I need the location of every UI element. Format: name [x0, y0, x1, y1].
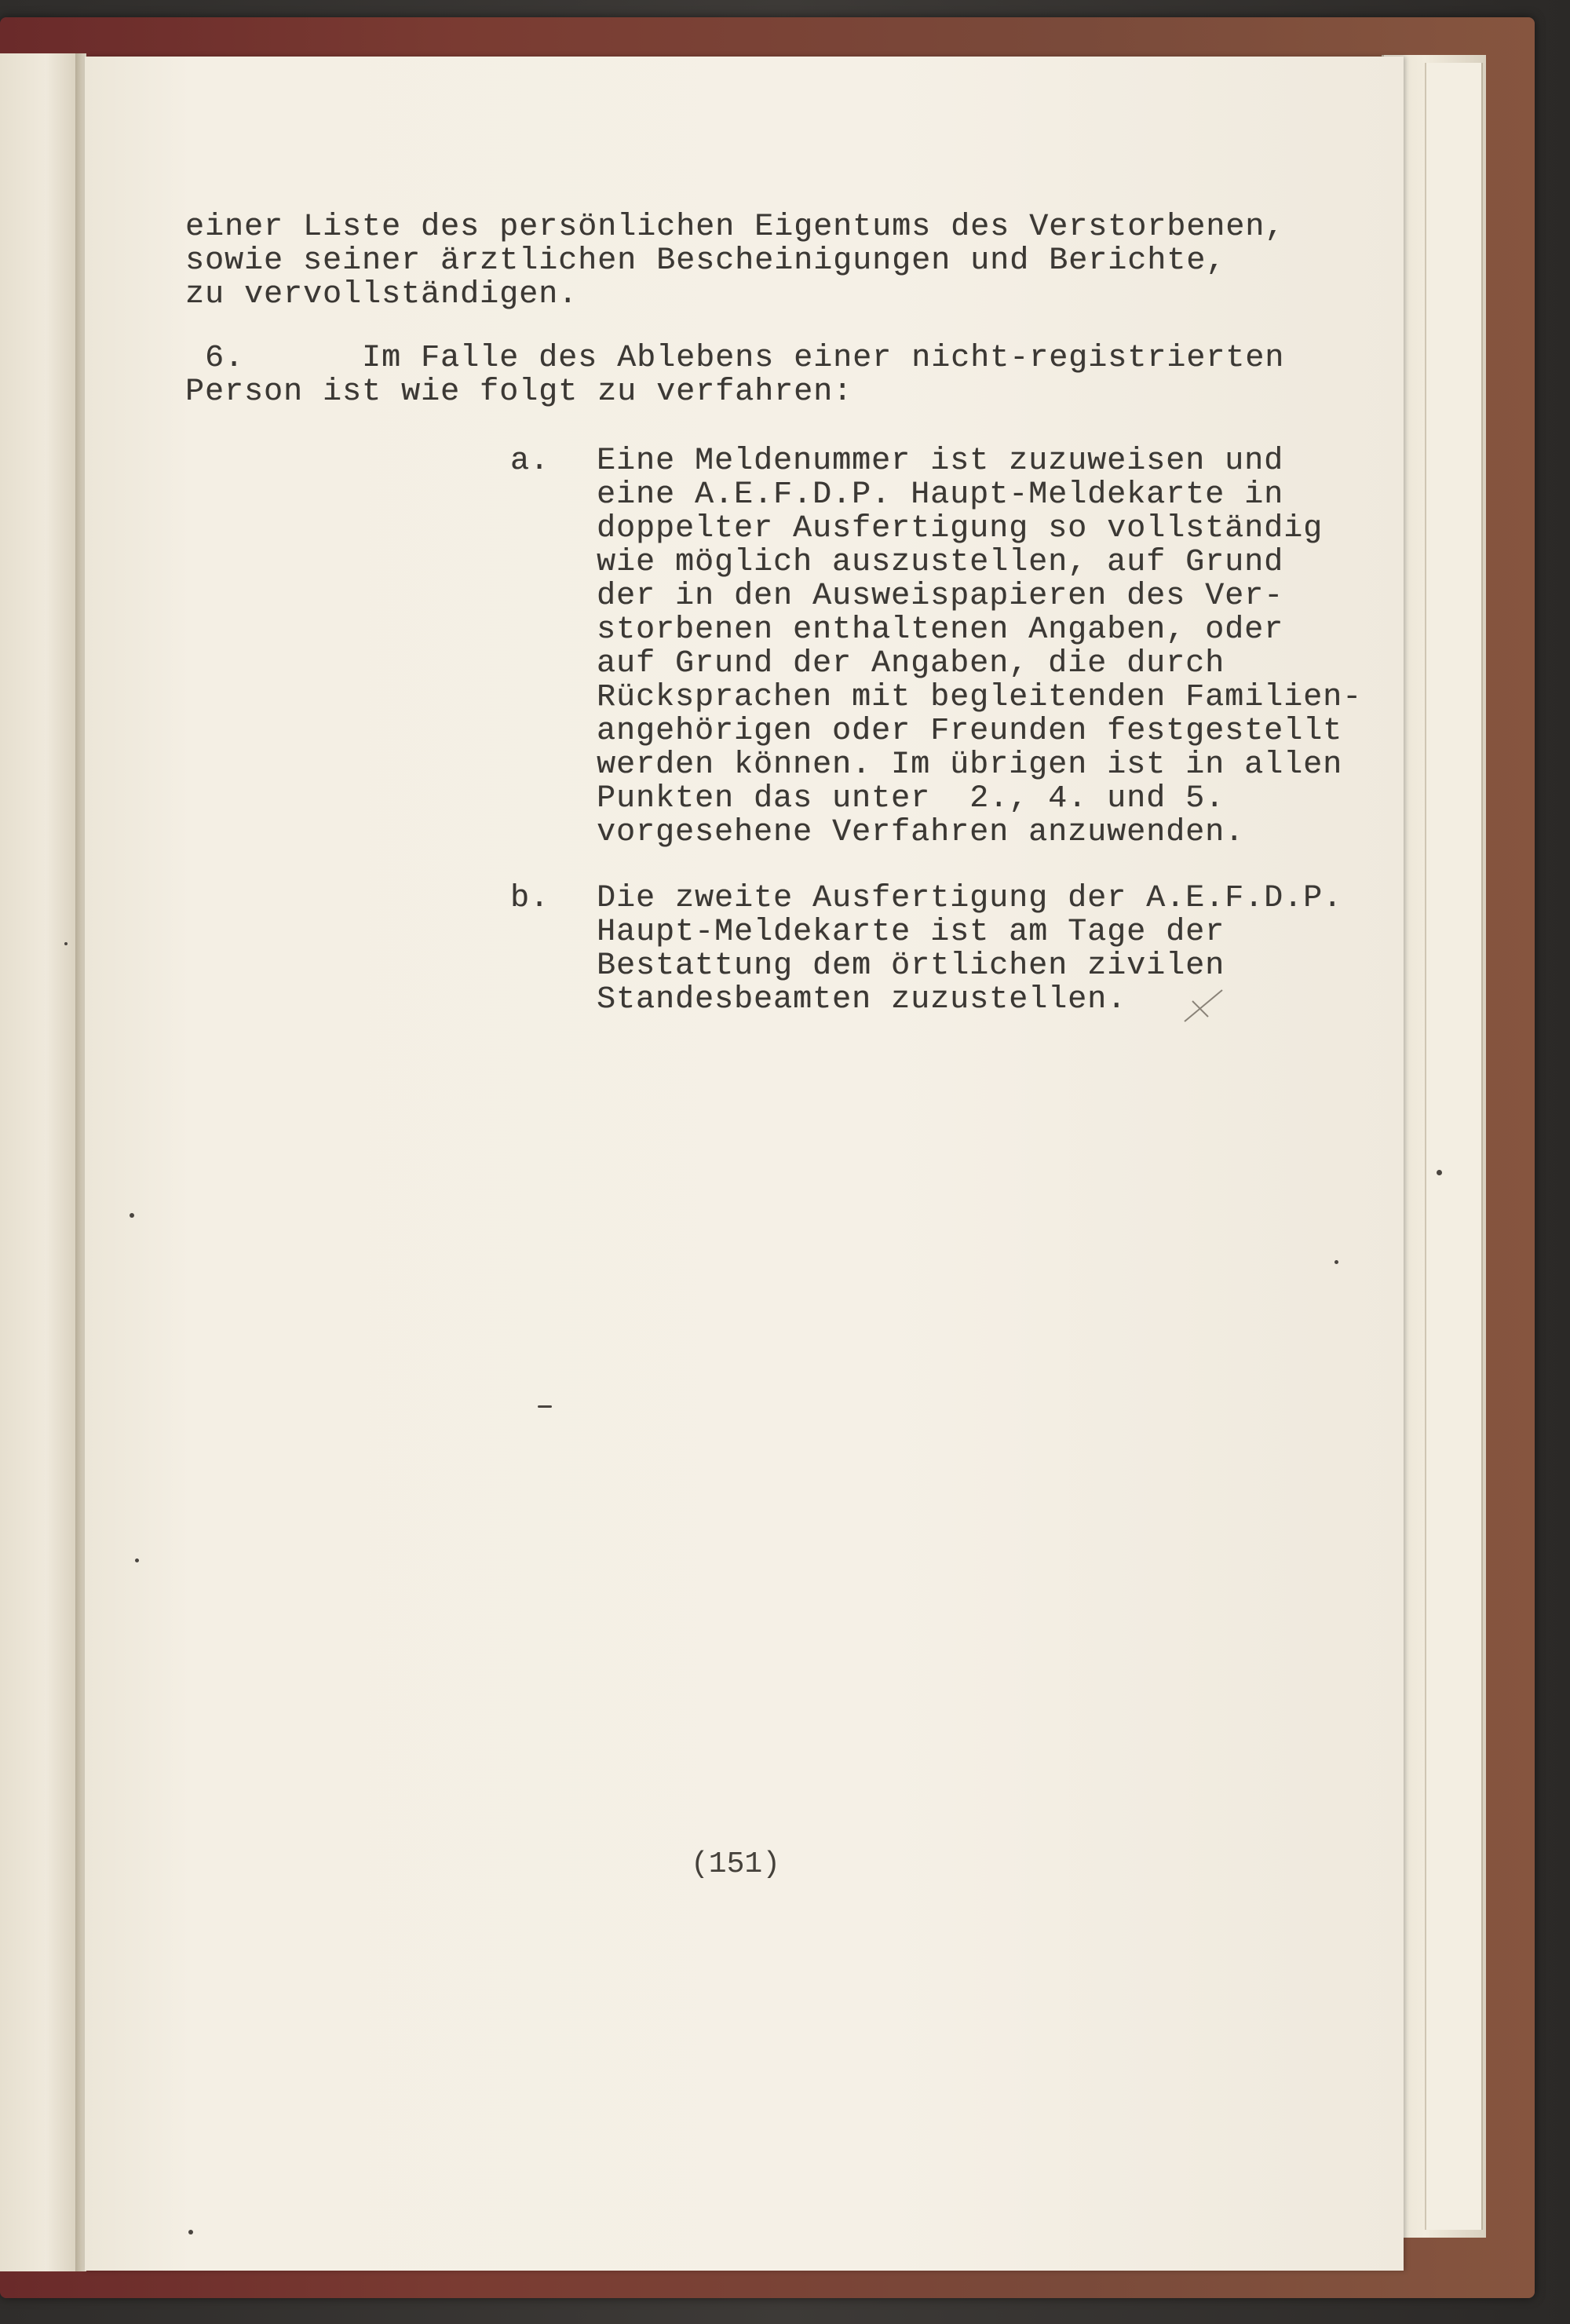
page-stack-inner — [1425, 63, 1483, 2230]
paper-speck — [1437, 1170, 1442, 1175]
paper-speck — [1334, 1260, 1338, 1264]
section-6-paragraph: 6. Im Falle des Ablebens einer nicht-registrierten Person ist wie folgt zu verfahren: — [185, 341, 1285, 410]
pencil-check-mark — [1181, 985, 1229, 1025]
left-page-edge — [0, 53, 78, 2271]
paper-speck — [188, 2230, 193, 2234]
item-a-text: Eine Meldenummer ist zuzuweisen und eine A.E.F.D.P. Haupt-Meldekarte in doppelter Ausfertigung so vollständig wie möglich auszustellen, auf Grund der in den Ausweispapieren des Ver- storbenen enthaltenen Angaben, oder auf Grund der Angaben, die durch Rücksprachen mit begleitenden Familien- angehörigen oder Freunden festgestellt werden können. Im übrigen ist in allen Punkten das unter 2., 4. und 5. vorgesehene Verfahren anzuwenden. — [597, 444, 1363, 850]
intro-paragraph: einer Liste des persönlichen Eigentums des Verstorbenen, sowie seiner ärztlichen Bescheinigungen und Berichte, zu vervollständigen. — [185, 210, 1285, 312]
paper-speck — [64, 942, 68, 945]
paper-speck — [135, 1558, 139, 1562]
page-number: (151) — [691, 1847, 781, 1881]
item-b-label: b. — [510, 881, 550, 916]
paper-speck — [538, 1405, 552, 1408]
paper-speck — [130, 1213, 134, 1218]
item-a-label: a. — [510, 444, 550, 479]
item-b-text: Die zweite Ausfertigung der A.E.F.D.P. Haupt-Meldekarte ist am Tage der Bestattung dem örtlichen zivilen Standesbeamten zuzustellen. — [597, 881, 1343, 1018]
